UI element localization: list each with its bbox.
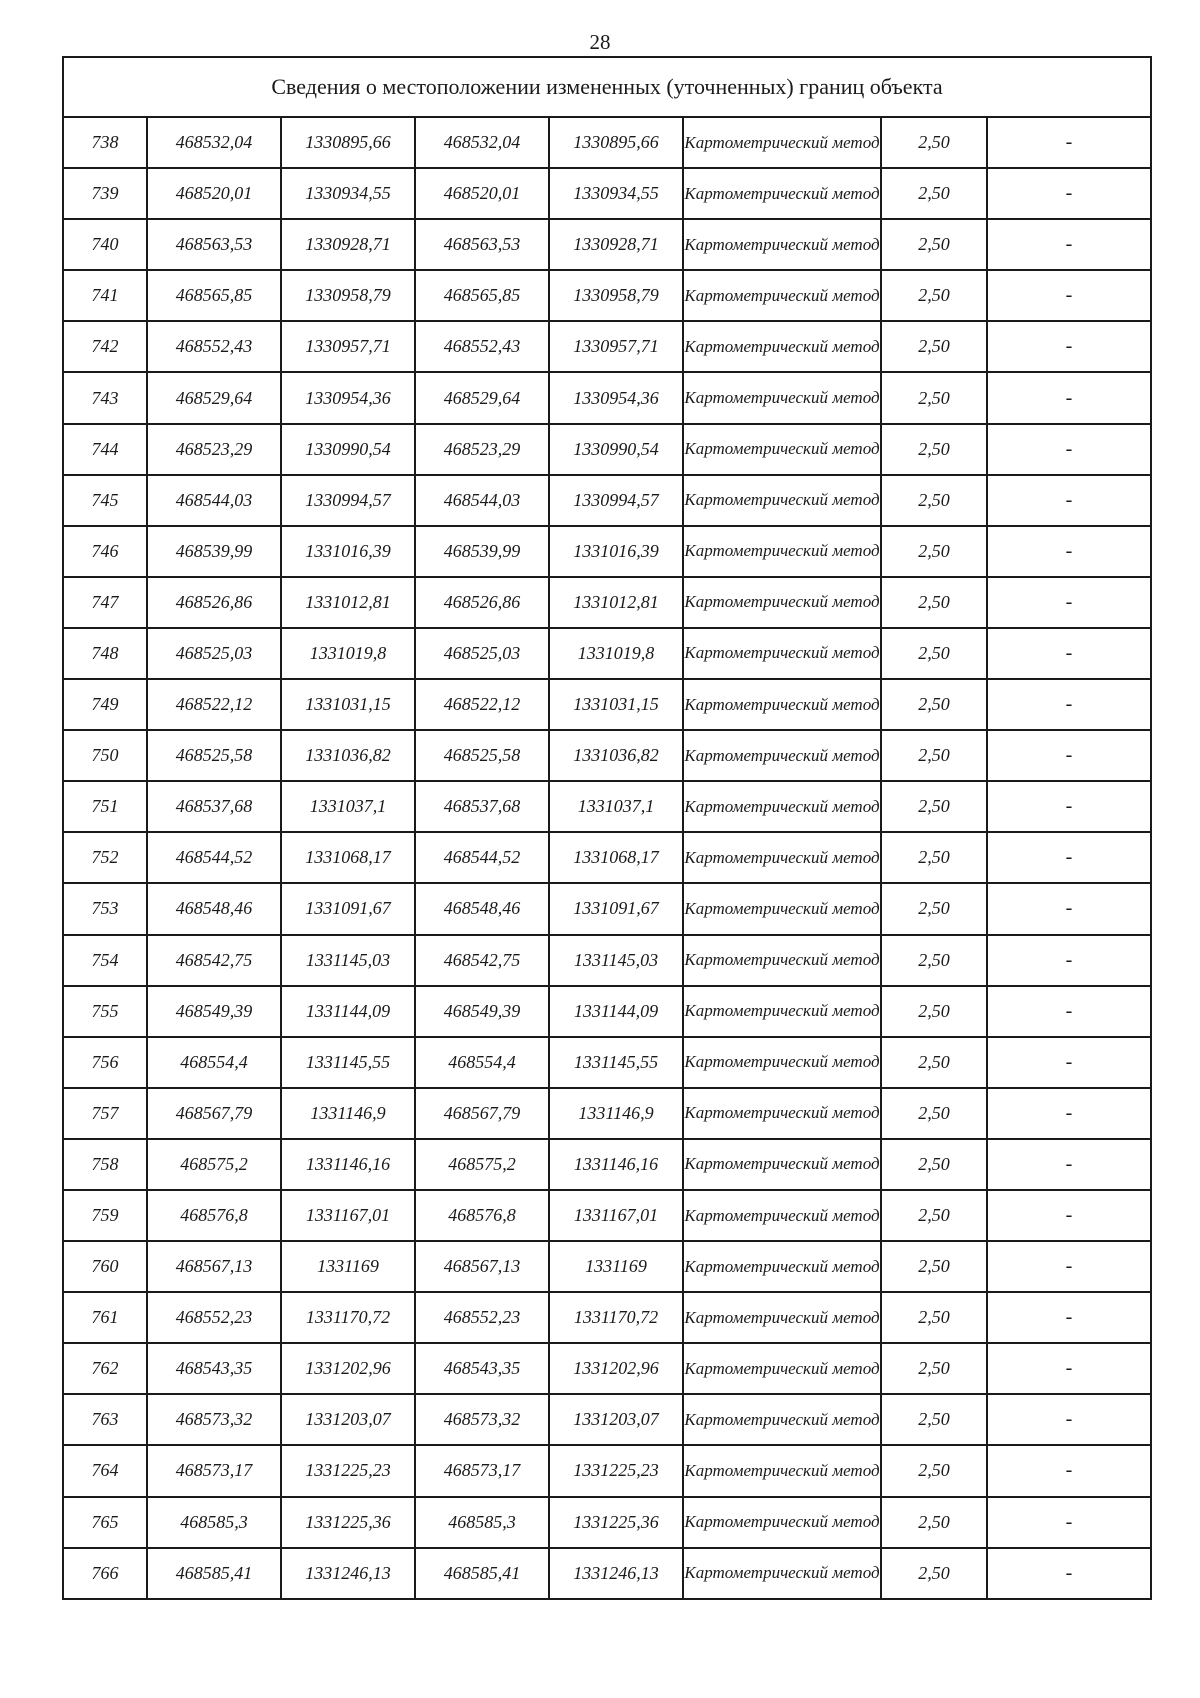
accuracy-cell: 2,50 — [881, 1241, 987, 1292]
point-number-cell: 745 — [63, 475, 147, 526]
table-row — [63, 1445, 1151, 1496]
y-existing-cell: 1331203,07 — [281, 1394, 415, 1445]
x-existing-cell: 468526,86 — [147, 577, 281, 628]
description-cell: - — [987, 1088, 1151, 1139]
point-number-cell: 763 — [63, 1394, 147, 1445]
x-new-cell: 468573,32 — [415, 1394, 549, 1445]
description-cell: - — [987, 628, 1151, 679]
description-cell: - — [987, 526, 1151, 577]
x-existing-cell: 468525,58 — [147, 730, 281, 781]
table-row — [63, 270, 1151, 321]
x-new-cell: 468529,64 — [415, 372, 549, 423]
point-number-cell: 746 — [63, 526, 147, 577]
y-existing-cell: 1330957,71 — [281, 321, 415, 372]
table-row — [63, 117, 1151, 168]
y-existing-cell: 1330994,57 — [281, 475, 415, 526]
method-cell: Картометрический метод — [683, 1548, 881, 1599]
description-cell: - — [987, 1394, 1151, 1445]
y-new-cell: 1331203,07 — [549, 1394, 683, 1445]
x-existing-cell: 468549,39 — [147, 986, 281, 1037]
method-cell: Картометрический метод — [683, 1445, 881, 1496]
table-title-row — [63, 57, 1151, 117]
x-new-cell: 468523,29 — [415, 424, 549, 475]
description-cell: - — [987, 883, 1151, 934]
accuracy-cell: 2,50 — [881, 372, 987, 423]
x-new-cell: 468552,43 — [415, 321, 549, 372]
y-new-cell: 1331146,9 — [549, 1088, 683, 1139]
method-cell: Картометрический метод — [683, 935, 881, 986]
point-number-cell: 756 — [63, 1037, 147, 1088]
x-existing-cell: 468575,2 — [147, 1139, 281, 1190]
x-existing-cell: 468585,41 — [147, 1548, 281, 1599]
table-row — [63, 1190, 1151, 1241]
y-existing-cell: 1330934,55 — [281, 168, 415, 219]
description-cell: - — [987, 1343, 1151, 1394]
x-existing-cell: 468565,85 — [147, 270, 281, 321]
accuracy-cell: 2,50 — [881, 986, 987, 1037]
table-row — [63, 475, 1151, 526]
x-new-cell: 468585,3 — [415, 1497, 549, 1548]
description-cell: - — [987, 1497, 1151, 1548]
point-number-cell: 739 — [63, 168, 147, 219]
table-row — [63, 986, 1151, 1037]
y-new-cell: 1331144,09 — [549, 986, 683, 1037]
accuracy-cell: 2,50 — [881, 577, 987, 628]
y-existing-cell: 1330954,36 — [281, 372, 415, 423]
y-new-cell: 1330957,71 — [549, 321, 683, 372]
description-cell: - — [987, 781, 1151, 832]
y-existing-cell: 1331031,15 — [281, 679, 415, 730]
x-existing-cell: 468563,53 — [147, 219, 281, 270]
point-number-cell: 748 — [63, 628, 147, 679]
x-new-cell: 468575,2 — [415, 1139, 549, 1190]
x-new-cell: 468526,86 — [415, 577, 549, 628]
x-new-cell: 468544,03 — [415, 475, 549, 526]
method-cell: Картометрический метод — [683, 1088, 881, 1139]
accuracy-cell: 2,50 — [881, 1394, 987, 1445]
x-new-cell: 468544,52 — [415, 832, 549, 883]
x-existing-cell: 468573,32 — [147, 1394, 281, 1445]
x-new-cell: 468539,99 — [415, 526, 549, 577]
method-cell: Картометрический метод — [683, 321, 881, 372]
y-new-cell: 1331091,67 — [549, 883, 683, 934]
method-cell: Картометрический метод — [683, 168, 881, 219]
y-new-cell: 1331012,81 — [549, 577, 683, 628]
description-cell: - — [987, 986, 1151, 1037]
y-new-cell: 1331019,8 — [549, 628, 683, 679]
x-new-cell: 468548,46 — [415, 883, 549, 934]
y-new-cell: 1331246,13 — [549, 1548, 683, 1599]
y-existing-cell: 1331225,36 — [281, 1497, 415, 1548]
method-cell: Картометрический метод — [683, 1241, 881, 1292]
y-existing-cell: 1331019,8 — [281, 628, 415, 679]
x-new-cell: 468573,17 — [415, 1445, 549, 1496]
point-number-cell: 758 — [63, 1139, 147, 1190]
x-new-cell: 468552,23 — [415, 1292, 549, 1343]
method-cell: Картометрический метод — [683, 1497, 881, 1548]
point-number-cell: 747 — [63, 577, 147, 628]
table-row — [63, 1394, 1151, 1445]
description-cell: - — [987, 117, 1151, 168]
y-new-cell: 1331068,17 — [549, 832, 683, 883]
x-existing-cell: 468552,43 — [147, 321, 281, 372]
accuracy-cell: 2,50 — [881, 1445, 987, 1496]
x-new-cell: 468542,75 — [415, 935, 549, 986]
table-row — [63, 577, 1151, 628]
y-existing-cell: 1331225,23 — [281, 1445, 415, 1496]
description-cell: - — [987, 1445, 1151, 1496]
method-cell: Картометрический метод — [683, 424, 881, 475]
y-new-cell: 1331169 — [549, 1241, 683, 1292]
method-cell: Картометрический метод — [683, 577, 881, 628]
y-existing-cell: 1330990,54 — [281, 424, 415, 475]
method-cell: Картометрический метод — [683, 883, 881, 934]
x-existing-cell: 468520,01 — [147, 168, 281, 219]
x-new-cell: 468522,12 — [415, 679, 549, 730]
y-new-cell: 1331170,72 — [549, 1292, 683, 1343]
table-row — [63, 1139, 1151, 1190]
y-existing-cell: 1330928,71 — [281, 219, 415, 270]
y-existing-cell: 1331202,96 — [281, 1343, 415, 1394]
y-existing-cell: 1331016,39 — [281, 526, 415, 577]
description-cell: - — [987, 1241, 1151, 1292]
method-cell: Картометрический метод — [683, 628, 881, 679]
accuracy-cell: 2,50 — [881, 475, 987, 526]
point-number-cell: 741 — [63, 270, 147, 321]
table-row — [63, 1292, 1151, 1343]
accuracy-cell: 2,50 — [881, 679, 987, 730]
y-existing-cell: 1331169 — [281, 1241, 415, 1292]
table-row — [63, 1088, 1151, 1139]
table-row — [63, 1497, 1151, 1548]
point-number-cell: 751 — [63, 781, 147, 832]
method-cell: Картометрический метод — [683, 1343, 881, 1394]
x-new-cell: 468549,39 — [415, 986, 549, 1037]
method-cell: Картометрический метод — [683, 219, 881, 270]
method-cell: Картометрический метод — [683, 781, 881, 832]
description-cell: - — [987, 219, 1151, 270]
y-new-cell: 1330958,79 — [549, 270, 683, 321]
x-existing-cell: 468567,13 — [147, 1241, 281, 1292]
accuracy-cell: 2,50 — [881, 730, 987, 781]
description-cell: - — [987, 424, 1151, 475]
description-cell: - — [987, 372, 1151, 423]
table-row — [63, 1548, 1151, 1599]
point-number-cell: 764 — [63, 1445, 147, 1496]
x-new-cell: 468565,85 — [415, 270, 549, 321]
x-new-cell: 468567,13 — [415, 1241, 549, 1292]
table-row — [63, 1241, 1151, 1292]
table-row — [63, 628, 1151, 679]
method-cell: Картометрический метод — [683, 372, 881, 423]
y-new-cell: 1330954,36 — [549, 372, 683, 423]
method-cell: Картометрический метод — [683, 679, 881, 730]
point-number-cell: 743 — [63, 372, 147, 423]
accuracy-cell: 2,50 — [881, 883, 987, 934]
table-row — [63, 424, 1151, 475]
method-cell: Картометрический метод — [683, 832, 881, 883]
description-cell: - — [987, 475, 1151, 526]
y-new-cell: 1331145,03 — [549, 935, 683, 986]
x-new-cell: 468525,03 — [415, 628, 549, 679]
x-existing-cell: 468585,3 — [147, 1497, 281, 1548]
point-number-cell: 762 — [63, 1343, 147, 1394]
description-cell: - — [987, 1139, 1151, 1190]
description-cell: - — [987, 270, 1151, 321]
table-row — [63, 321, 1151, 372]
accuracy-cell: 2,50 — [881, 1343, 987, 1394]
accuracy-cell: 2,50 — [881, 168, 987, 219]
accuracy-cell: 2,50 — [881, 1548, 987, 1599]
method-cell: Картометрический метод — [683, 270, 881, 321]
x-existing-cell: 468537,68 — [147, 781, 281, 832]
method-cell: Картометрический метод — [683, 730, 881, 781]
accuracy-cell: 2,50 — [881, 1497, 987, 1548]
accuracy-cell: 2,50 — [881, 1088, 987, 1139]
x-new-cell: 468520,01 — [415, 168, 549, 219]
y-new-cell: 1331016,39 — [549, 526, 683, 577]
point-number-cell: 738 — [63, 117, 147, 168]
table-title: Сведения о местоположении измененных (уточненных) границ объекта — [63, 57, 1151, 117]
accuracy-cell: 2,50 — [881, 832, 987, 883]
accuracy-cell: 2,50 — [881, 321, 987, 372]
x-existing-cell: 468548,46 — [147, 883, 281, 934]
y-new-cell: 1330990,54 — [549, 424, 683, 475]
description-cell: - — [987, 1037, 1151, 1088]
x-existing-cell: 468529,64 — [147, 372, 281, 423]
description-cell: - — [987, 730, 1151, 781]
accuracy-cell: 2,50 — [881, 935, 987, 986]
table-row — [63, 1343, 1151, 1394]
y-existing-cell: 1330895,66 — [281, 117, 415, 168]
y-new-cell: 1330895,66 — [549, 117, 683, 168]
x-existing-cell: 468567,79 — [147, 1088, 281, 1139]
point-number-cell: 765 — [63, 1497, 147, 1548]
description-cell: - — [987, 321, 1151, 372]
accuracy-cell: 2,50 — [881, 117, 987, 168]
accuracy-cell: 2,50 — [881, 1037, 987, 1088]
y-new-cell: 1331037,1 — [549, 781, 683, 832]
y-new-cell: 1331145,55 — [549, 1037, 683, 1088]
method-cell: Картометрический метод — [683, 117, 881, 168]
table-row — [63, 730, 1151, 781]
x-existing-cell: 468542,75 — [147, 935, 281, 986]
point-number-cell: 753 — [63, 883, 147, 934]
y-existing-cell: 1331146,16 — [281, 1139, 415, 1190]
table-row — [63, 168, 1151, 219]
y-existing-cell: 1331246,13 — [281, 1548, 415, 1599]
y-new-cell: 1331146,16 — [549, 1139, 683, 1190]
x-new-cell: 468532,04 — [415, 117, 549, 168]
table-row — [63, 679, 1151, 730]
x-new-cell: 468537,68 — [415, 781, 549, 832]
description-cell: - — [987, 935, 1151, 986]
table-row — [63, 781, 1151, 832]
y-new-cell: 1331225,23 — [549, 1445, 683, 1496]
description-cell: - — [987, 1292, 1151, 1343]
x-new-cell: 468567,79 — [415, 1088, 549, 1139]
method-cell: Картометрический метод — [683, 1292, 881, 1343]
point-number-cell: 750 — [63, 730, 147, 781]
x-new-cell: 468525,58 — [415, 730, 549, 781]
y-existing-cell: 1331146,9 — [281, 1088, 415, 1139]
x-existing-cell: 468554,4 — [147, 1037, 281, 1088]
table-row — [63, 883, 1151, 934]
boundary-coordinates-table — [62, 56, 1152, 1600]
x-existing-cell: 468544,03 — [147, 475, 281, 526]
table-row — [63, 526, 1151, 577]
method-cell: Картометрический метод — [683, 1037, 881, 1088]
x-new-cell: 468585,41 — [415, 1548, 549, 1599]
y-existing-cell: 1331170,72 — [281, 1292, 415, 1343]
x-existing-cell: 468522,12 — [147, 679, 281, 730]
point-number-cell: 740 — [63, 219, 147, 270]
x-existing-cell: 468573,17 — [147, 1445, 281, 1496]
accuracy-cell: 2,50 — [881, 781, 987, 832]
point-number-cell: 754 — [63, 935, 147, 986]
x-existing-cell: 468523,29 — [147, 424, 281, 475]
point-number-cell: 761 — [63, 1292, 147, 1343]
y-existing-cell: 1331145,55 — [281, 1037, 415, 1088]
accuracy-cell: 2,50 — [881, 1139, 987, 1190]
method-cell: Картометрический метод — [683, 1394, 881, 1445]
y-new-cell: 1331167,01 — [549, 1190, 683, 1241]
table-row — [63, 219, 1151, 270]
x-new-cell: 468563,53 — [415, 219, 549, 270]
description-cell: - — [987, 832, 1151, 883]
point-number-cell: 755 — [63, 986, 147, 1037]
table-row — [63, 1037, 1151, 1088]
y-existing-cell: 1331037,1 — [281, 781, 415, 832]
page-number: 28 — [589, 30, 611, 54]
point-number-cell: 742 — [63, 321, 147, 372]
x-new-cell: 468543,35 — [415, 1343, 549, 1394]
accuracy-cell: 2,50 — [881, 270, 987, 321]
y-new-cell: 1330994,57 — [549, 475, 683, 526]
y-existing-cell: 1331091,67 — [281, 883, 415, 934]
description-cell: - — [987, 679, 1151, 730]
table-row — [63, 832, 1151, 883]
point-number-cell: 749 — [63, 679, 147, 730]
y-existing-cell: 1331167,01 — [281, 1190, 415, 1241]
y-existing-cell: 1331068,17 — [281, 832, 415, 883]
method-cell: Картометрический метод — [683, 526, 881, 577]
accuracy-cell: 2,50 — [881, 1190, 987, 1241]
point-number-cell: 744 — [63, 424, 147, 475]
y-existing-cell: 1331144,09 — [281, 986, 415, 1037]
description-cell: - — [987, 1548, 1151, 1599]
point-number-cell: 766 — [63, 1548, 147, 1599]
accuracy-cell: 2,50 — [881, 1292, 987, 1343]
y-new-cell: 1330934,55 — [549, 168, 683, 219]
x-new-cell: 468554,4 — [415, 1037, 549, 1088]
description-cell: - — [987, 577, 1151, 628]
x-existing-cell: 468539,99 — [147, 526, 281, 577]
x-new-cell: 468576,8 — [415, 1190, 549, 1241]
x-existing-cell: 468532,04 — [147, 117, 281, 168]
y-new-cell: 1331225,36 — [549, 1497, 683, 1548]
accuracy-cell: 2,50 — [881, 526, 987, 577]
y-new-cell: 1331031,15 — [549, 679, 683, 730]
point-number-cell: 759 — [63, 1190, 147, 1241]
y-existing-cell: 1331036,82 — [281, 730, 415, 781]
point-number-cell: 757 — [63, 1088, 147, 1139]
accuracy-cell: 2,50 — [881, 628, 987, 679]
method-cell: Картометрический метод — [683, 1139, 881, 1190]
description-cell: - — [987, 1190, 1151, 1241]
x-existing-cell: 468525,03 — [147, 628, 281, 679]
y-existing-cell: 1331145,03 — [281, 935, 415, 986]
point-number-cell: 752 — [63, 832, 147, 883]
x-existing-cell: 468544,52 — [147, 832, 281, 883]
method-cell: Картометрический метод — [683, 475, 881, 526]
table-row — [63, 935, 1151, 986]
x-existing-cell: 468552,23 — [147, 1292, 281, 1343]
method-cell: Картометрический метод — [683, 986, 881, 1037]
point-number-cell: 760 — [63, 1241, 147, 1292]
x-existing-cell: 468576,8 — [147, 1190, 281, 1241]
method-cell: Картометрический метод — [683, 1190, 881, 1241]
y-new-cell: 1331202,96 — [549, 1343, 683, 1394]
y-existing-cell: 1330958,79 — [281, 270, 415, 321]
y-new-cell: 1330928,71 — [549, 219, 683, 270]
accuracy-cell: 2,50 — [881, 424, 987, 475]
y-new-cell: 1331036,82 — [549, 730, 683, 781]
accuracy-cell: 2,50 — [881, 219, 987, 270]
x-existing-cell: 468543,35 — [147, 1343, 281, 1394]
table-row — [63, 372, 1151, 423]
y-existing-cell: 1331012,81 — [281, 577, 415, 628]
description-cell: - — [987, 168, 1151, 219]
